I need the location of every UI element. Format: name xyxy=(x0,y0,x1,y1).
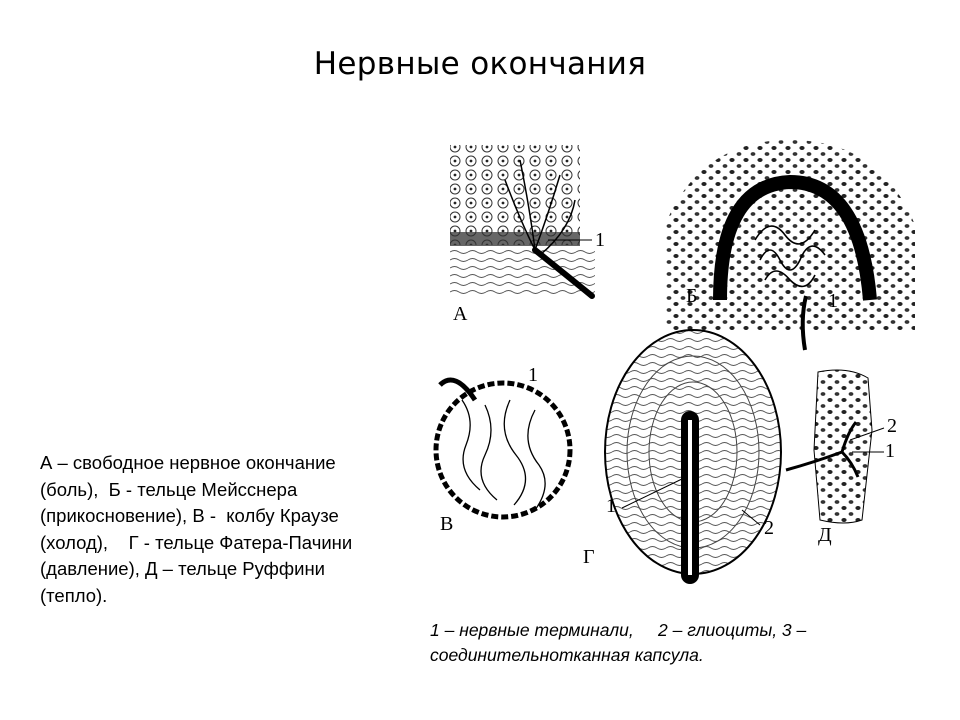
label-panel-g: Г xyxy=(583,546,595,568)
legend-line: (боль), Б - тельце Мейсснера xyxy=(40,478,298,500)
label-1-g: 1 xyxy=(606,495,616,517)
legend-line: (давление), Д – тельце Руффини xyxy=(40,558,326,579)
panel-a-free-nerve-ending xyxy=(450,145,595,296)
caption-line: 1 – нервные терминали, 2 – глиоциты, 3 – xyxy=(430,620,807,640)
panel-b-meissner-corpuscle xyxy=(660,135,920,350)
label-panel-d: Д xyxy=(818,524,832,546)
legend-line: (тепло). xyxy=(40,584,108,606)
label-2-g: 2 xyxy=(764,517,774,539)
label-1-v: 1 xyxy=(528,364,538,386)
label-panel-b: Б xyxy=(686,285,698,307)
slide-title: Нервные окончания xyxy=(313,46,647,82)
figure-caption xyxy=(430,618,910,668)
panel-g-pacinian-corpuscle xyxy=(605,330,781,575)
legend-line: (холод), Г - тельце Фатера-Пачини xyxy=(40,531,353,553)
legend-line: А – свободное нервное окончание xyxy=(40,452,336,473)
panel-v-krause-bulb xyxy=(436,380,570,517)
caption-line: соединительнотканная капсула. xyxy=(430,645,704,665)
panel-d-ruffini-corpuscle xyxy=(786,370,884,523)
label-panel-v: В xyxy=(440,513,454,535)
label-1-d: 1 xyxy=(885,440,895,462)
label-1-a: 1 xyxy=(595,229,605,251)
label-2-d: 2 xyxy=(887,415,897,437)
legend-text xyxy=(40,450,420,609)
label-1-b: 1 xyxy=(828,290,838,312)
label-panel-a: А xyxy=(453,303,468,325)
legend-line: (прикосновение), В - колбу Краузе xyxy=(40,505,339,526)
